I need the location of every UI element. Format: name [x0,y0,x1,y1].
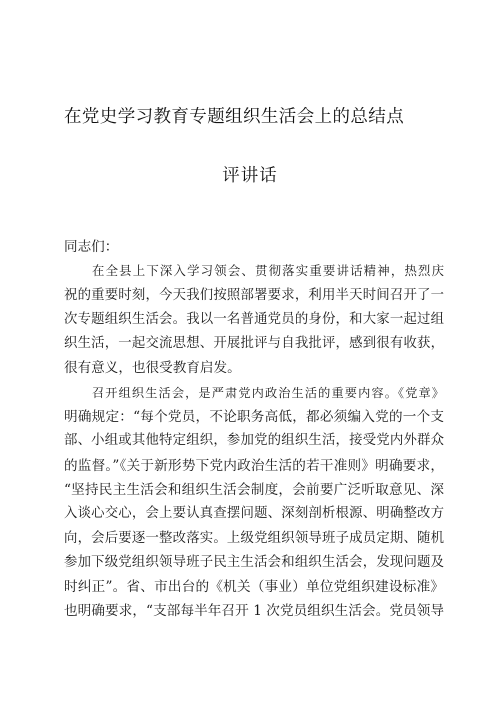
paragraph-line: “坚持民主生活会和组织生活会制度，会前要广泛听取意见、深 [64,481,444,498]
paragraph-line: 次专题组织生活会。我以一名普通党员的身份，和大家一起过组 [64,311,444,327]
paragraph-line: 也明确要求，“支部每半年召开 1 次党员组织生活会。党员领导 [64,603,444,620]
paragraph-line: 很有意义，也很受教育启发。 [64,360,241,377]
paragraph-line: 入谈心交心，会上要认真查摆问题、深刻剖析根源、明确整改方 [64,506,444,522]
paragraph-line: 向，会后要逐一整改落实。上级党组织领导班子成员定期、随机 [64,530,444,546]
paragraph-line: 在全县上下深入学习领会、贯彻落实重要讲话精神，热烈庆 [92,263,444,279]
paragraph-line: 时纠正”。省、市出台的《机关（事业）单位党组织建设标准》 [64,579,444,596]
paragraph-line: 祝的重要时刻，今天我们按照部署要求，利用半天时间召开了一 [64,287,444,303]
document-body [64,235,444,624]
document-title: 在党史学习教育专题组织生活会上的总结点 [64,107,405,127]
paragraph-line: 参加下级党组织领导班子民主生活会和组织生活会，发现问题及 [64,554,444,570]
document-title-continued: 评讲话 [222,166,278,186]
salutation: 同志们： [64,239,119,255]
paragraph-line: 部、小组或其他特定组织，参加党的组织生活，接受党内外群众 [64,433,444,449]
paragraph-line: 的监督。”《关于新形势下党内政治生活的若干准则》明确要求， [64,457,444,474]
paragraph-line: 召开组织生活会，是严肃党内政治生活的重要内容。《党章》 [92,385,444,400]
paragraph-line: 明确规定：“每个党员，不论职务高低，都必须编入党的一个支 [64,409,444,426]
paragraph-line: 织生活，一起交流思想、开展批评与自我批评，感到很有收获， [64,336,444,352]
